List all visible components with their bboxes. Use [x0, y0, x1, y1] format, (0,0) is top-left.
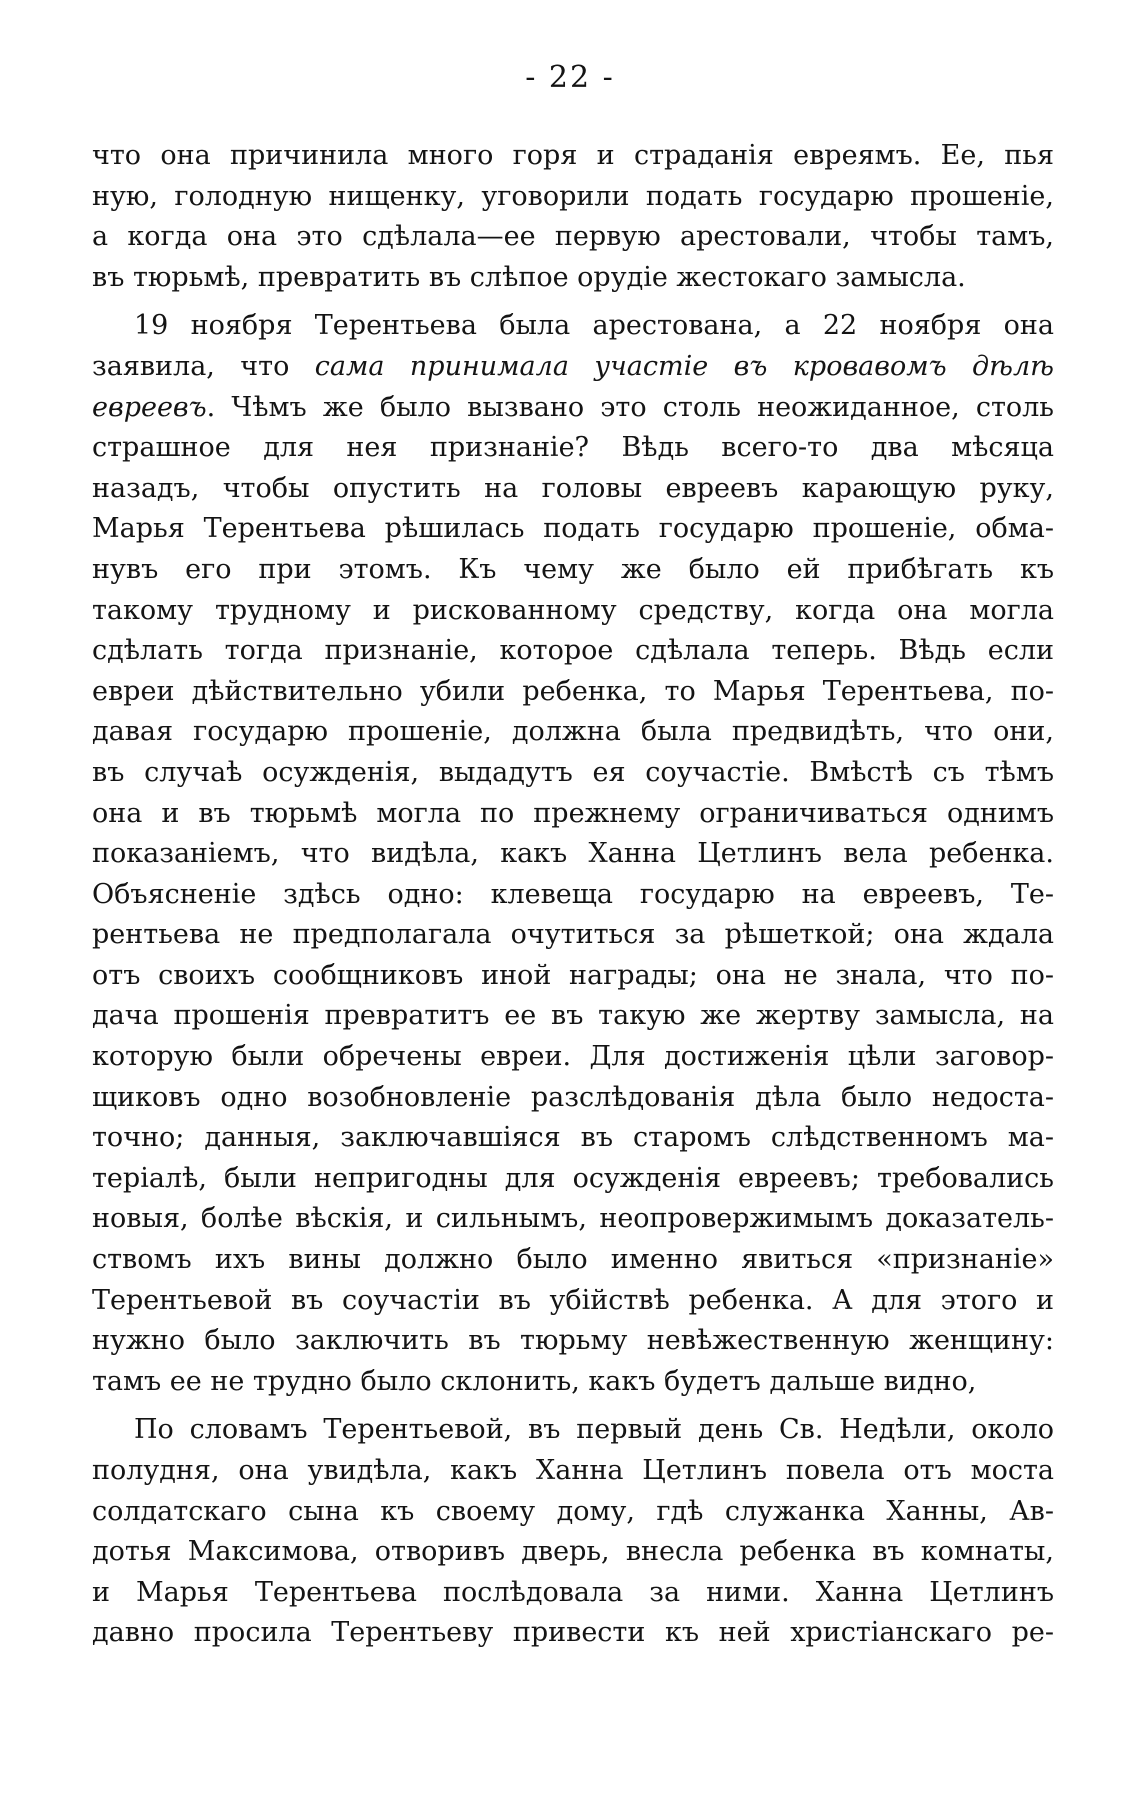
italic-emphasis: сама принимала участіе въ кровавомъ дѣлѣ	[314, 350, 1054, 382]
text-line: что она причинила много горя и страданія евреямъ. Ее, пья	[92, 140, 1054, 171]
body-text	[92, 136, 1054, 1654]
text-line: въ случаѣ осужденія, выдадутъ ея соучастіе. Вмѣстѣ съ тѣмъ	[92, 756, 1054, 788]
text-line: дотья Максимова, отворивъ дверь, внесла ребенка въ комнаты,	[92, 1536, 1054, 1568]
text-line: а когда она это сдѣлала—ее первую арестовали, чтобы тамъ,	[92, 221, 1054, 253]
text-line: щиковъ одно возобновленіе разслѣдованія дѣла было недоста-	[92, 1081, 1054, 1113]
text-line: Объясненіе здѣсь одно: клевеща государю на евреевъ, Те-	[92, 878, 1054, 910]
text-line: страшное для нея признаніе? Вѣдь всего-то два мѣсяца	[92, 432, 1054, 464]
text-run: заявила, что	[92, 350, 315, 382]
text-line: назадъ, чтобы опустить на головы евреевъ карающую руку,	[92, 472, 1054, 504]
text-line: тамъ ее не трудно было склонить, какъ будетъ дальше видно,	[92, 1365, 977, 1397]
text-line: которую были обречены евреи. Для достиженія цѣли заговор-	[92, 1041, 1054, 1073]
text-line-mixed	[92, 347, 1054, 388]
text-line: точно; данныя, заключавшіяся въ старомъ слѣдственномъ ма-	[92, 1122, 1054, 1154]
text-line: солдатскаго сына къ своему дому, гдѣ служанка Ханны, Ав-	[92, 1495, 1054, 1527]
text-line: дача прошенія превратитъ ее въ такую же жертву замысла, на	[92, 1000, 1054, 1032]
paragraph-gap	[92, 1402, 1054, 1410]
text-line: такому трудному и рискованному средству, когда она могла	[92, 594, 1054, 626]
page-number: - 22 -	[525, 60, 615, 95]
text-line: давая государю прошеніе, должна была предвидѣть, что они,	[92, 716, 1054, 748]
text-line: сдѣлать тогда признаніе, которое сдѣлала теперь. Вѣдь если	[92, 635, 1054, 667]
text-line: теріалѣ, были непригодны для осужденія евреевъ; требовались	[92, 1162, 1054, 1194]
text-line: новыя, болѣе вѣскія, и сильнымъ, неопровержимымъ доказатель-	[92, 1203, 1054, 1235]
text-line: и Марья Терентьева послѣдовала за ними. Ханна Цетлинъ	[92, 1576, 1054, 1608]
paragraph-gap	[92, 298, 1054, 306]
text-line-mixed	[92, 388, 1054, 429]
text-line: давно просила Терентьеву привести къ ней христіанскаго ре-	[92, 1617, 1054, 1649]
text-line: ствомъ ихъ вины должно было именно явиться «признаніе»	[92, 1244, 1054, 1276]
text-line: нужно было заключить въ тюрьму невѣжественную женщину:	[92, 1325, 1054, 1357]
text-line: Марья Терентьева рѣшилась подать государю прошеніе, обма-	[92, 513, 1054, 545]
text-line: нувъ его при этомъ. Къ чему же было ей прибѣгать къ	[92, 553, 1054, 585]
text-line: ную, голодную нищенку, уговорили подать государю прошеніе,	[92, 180, 1054, 212]
italic-emphasis: евреевъ	[92, 391, 207, 423]
text-line: Терентьевой въ соучастіи въ убійствѣ ребенка. А для этого и	[92, 1284, 1054, 1316]
text-line: отъ своихъ сообщниковъ иной награды; она не знала, что по-	[92, 959, 1054, 991]
text-line: показаніемъ, что видѣла, какъ Ханна Цетлинъ вела ребенка.	[92, 838, 1054, 870]
text-line: 19 ноября Терентьева была арестована, а 22 ноября она	[134, 310, 1054, 342]
text-line: евреи дѣйствительно убили ребенка, то Марья Терентьева, по-	[92, 675, 1054, 707]
text-run: . Чѣмъ же было вызвано это столь неожиданное, столь	[206, 391, 1054, 423]
text-line: По словамъ Терентьевой, въ первый день Св. Недѣли, около	[134, 1414, 1054, 1446]
text-line: полудня, она увидѣла, какъ Ханна Цетлинъ повела отъ моста	[92, 1455, 1054, 1486]
text-line: въ тюрьмѣ, превратить въ слѣпое орудіе жестокаго замысла.	[92, 261, 966, 293]
text-line: она и въ тюрьмѣ могла по прежнему ограничиваться однимъ	[92, 797, 1054, 829]
text-line: рентьева не предполагала очутиться за рѣшеткой; она ждала	[92, 919, 1054, 951]
